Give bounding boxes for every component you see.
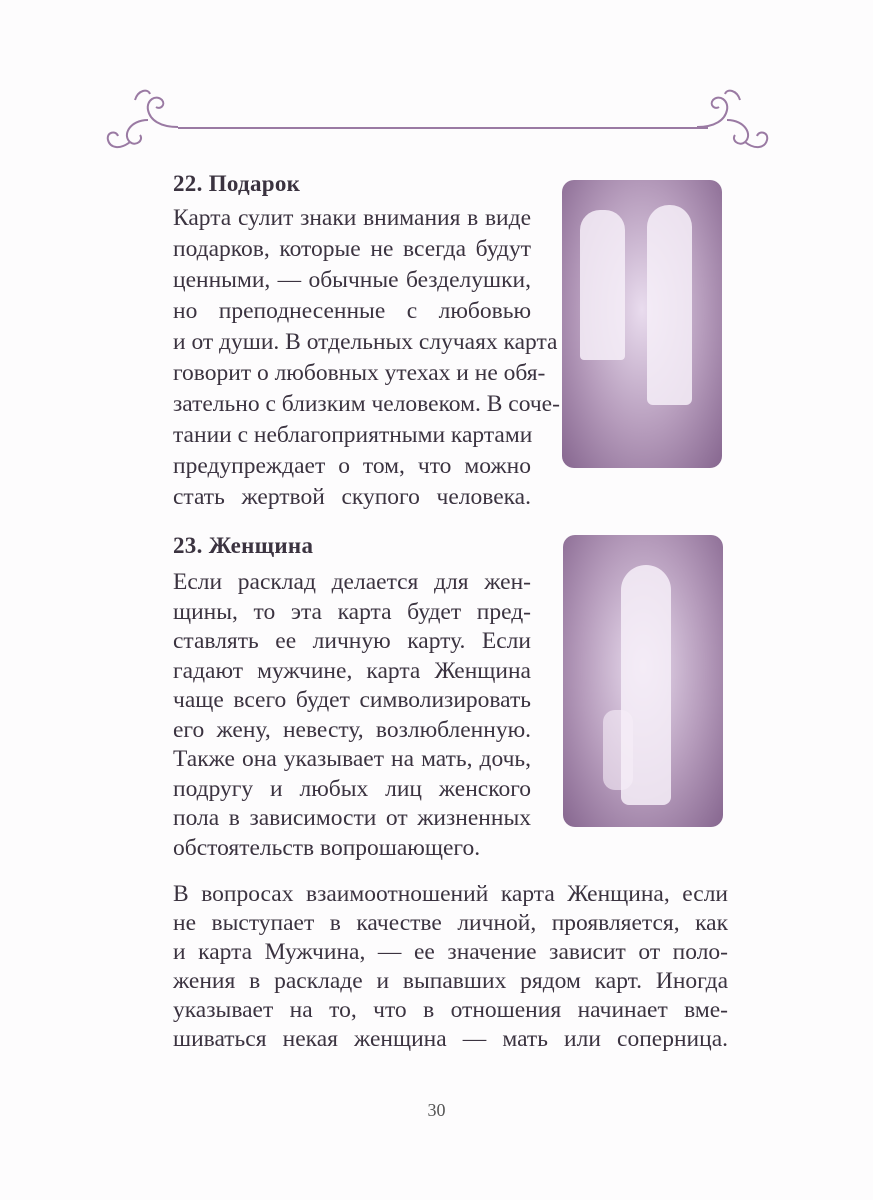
gift-card-illustration xyxy=(562,180,722,468)
text-line: Карта сулит знаки внимания в виде xyxy=(173,205,531,231)
text-line: Если расклад делается для жен- xyxy=(173,569,531,595)
section-title: 22. Подарок xyxy=(173,171,301,196)
text-line: подарков, которые не всегда будут xyxy=(173,236,531,262)
text-line: обстоятельств вопрошающего. xyxy=(173,834,481,861)
text-line: шиваться некая женщина — мать или соперница. xyxy=(173,1026,728,1052)
text-line: жения в раскладе и выпавших рядом карт. Иногда xyxy=(173,968,728,994)
text-line: и от души. В отдельных случаях карта xyxy=(173,329,558,355)
text-line: В вопросах взаимоотношений карта Женщина, если xyxy=(173,881,728,907)
page-number: 30 xyxy=(427,1100,446,1120)
section-body xyxy=(173,203,560,513)
text-line: предупреждает о том, что можно xyxy=(173,453,531,479)
section-title: 23. Женщина xyxy=(173,533,314,558)
text-line: но преподнесенные с любовью xyxy=(173,298,531,324)
text-line: указывает на то, что в отношения начинает вме- xyxy=(173,997,728,1023)
woman-card-illustration xyxy=(563,535,723,827)
text-line: щины, то эта карта будет пред- xyxy=(173,598,531,625)
text-line: ценными, — обычные безделушки, xyxy=(173,267,531,293)
text-line: тании с неблагоприятными картами xyxy=(173,422,533,448)
header-rule xyxy=(178,127,708,129)
text-line: гадают мужчине, карта Женщина xyxy=(173,657,531,684)
right-flourish-ornament xyxy=(695,80,775,170)
text-line: стать жертвой скупого человека. xyxy=(173,484,531,510)
text-line: подругу и любых лиц женского xyxy=(173,775,531,802)
text-line: зательно с близким человеком. В соче- xyxy=(173,391,560,417)
text-line: ставлять ее личную карту. Если xyxy=(173,628,531,654)
text-line: его жену, невесту, возлюбленную. xyxy=(173,716,531,743)
text-line: и карта Мужчина, — ее значение зависит от поло- xyxy=(173,939,728,965)
left-flourish-ornament xyxy=(100,80,180,170)
text-line: пола в зависимости от жизненных xyxy=(173,805,531,831)
continuation-paragraph xyxy=(173,880,728,1054)
text-line: не выступает в качестве личной, проявляется, как xyxy=(173,910,728,936)
text-line: Также она указывает на мать, дочь, xyxy=(173,746,531,772)
text-line: чаще всего будет символизировать xyxy=(173,687,531,713)
text-line: говорит о любовных утехах и не обя- xyxy=(173,360,546,386)
section-body xyxy=(173,568,531,863)
